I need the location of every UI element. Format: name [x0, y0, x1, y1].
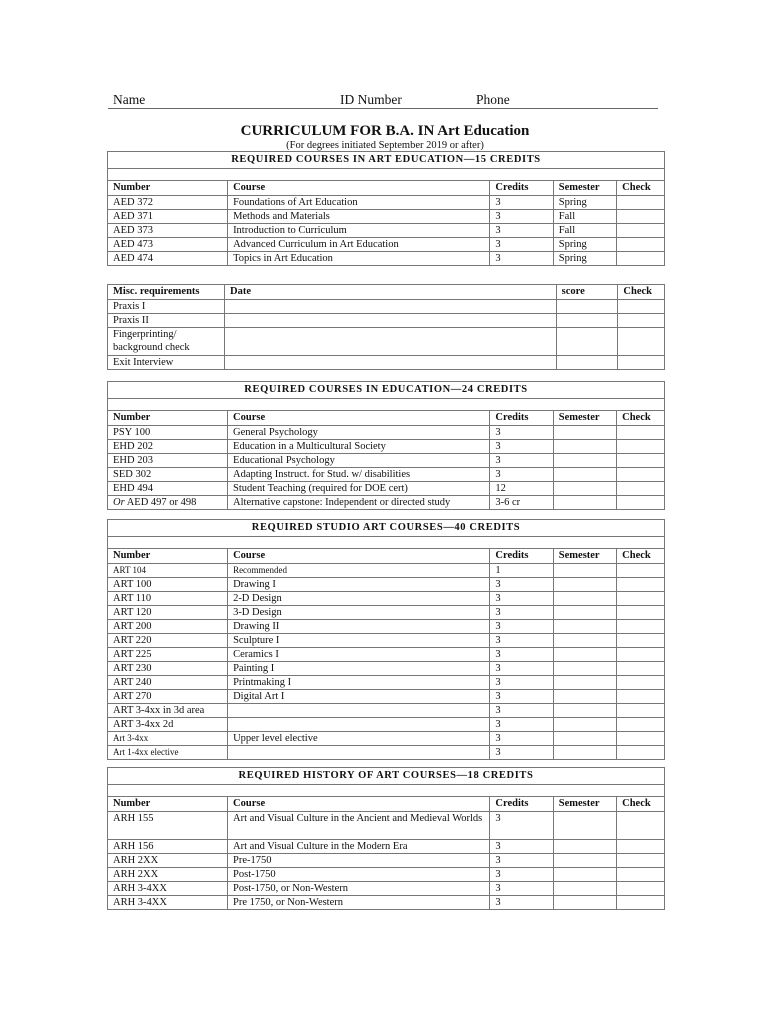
table-row: EHD 494 Student Teaching (required for DOE cert) 12 — [108, 482, 665, 496]
table-row: ARH 156 Art and Visual Culture in the Modern Era 3 — [108, 840, 665, 854]
table-row: Or AED 497 or 498 Alternative capstone: Independent or directed study 3-6 cr — [108, 496, 665, 510]
table-row: ARH 3-4XX Pre 1750, or Non-Western 3 — [108, 896, 665, 910]
check-cell[interactable] — [617, 882, 665, 896]
table-row: ART 120 3-D Design 3 — [108, 606, 665, 620]
semester-cell[interactable] — [553, 606, 616, 620]
col-course: Course — [228, 549, 490, 564]
table-row: ART 270 Digital Art I 3 — [108, 690, 665, 704]
col-semester: Semester — [553, 549, 616, 564]
semester-cell[interactable] — [553, 620, 616, 634]
semester-cell[interactable] — [553, 690, 616, 704]
table-row: ART 220 Sculpture I 3 — [108, 634, 665, 648]
table-row: ART 3-4xx in 3d area 3 — [108, 704, 665, 718]
score-cell[interactable] — [556, 314, 618, 328]
check-cell[interactable] — [617, 718, 665, 732]
check-cell[interactable] — [617, 648, 665, 662]
col-score: score — [556, 285, 618, 300]
score-cell[interactable] — [556, 328, 618, 356]
check-cell[interactable] — [617, 732, 665, 746]
table-row: ART 230 Painting I 3 — [108, 662, 665, 676]
col-number: Number — [108, 797, 228, 812]
col-course: Course — [228, 181, 490, 196]
semester-cell[interactable] — [553, 426, 616, 440]
check-cell[interactable] — [617, 454, 665, 468]
table-row: Art 1-4xx elective 3 — [108, 746, 665, 760]
check-cell[interactable] — [617, 896, 665, 910]
page-subtitle: (For degrees initiated September 2019 or after) — [286, 140, 484, 151]
semester-cell[interactable] — [553, 882, 616, 896]
misc-requirements-table — [107, 284, 665, 370]
table-row: Exit Interview — [108, 356, 665, 370]
semester-cell[interactable] — [553, 662, 616, 676]
section-banner: REQUIRED COURSES IN EDUCATION—24 CREDITS — [108, 382, 665, 399]
table-row: Praxis II — [108, 314, 665, 328]
table-row: ARH 155 Art and Visual Culture in the Ancient and Medieval Worlds 3 — [108, 812, 665, 840]
semester-cell[interactable] — [553, 732, 616, 746]
table-row: ART 200 Drawing II 3 — [108, 620, 665, 634]
check-cell[interactable] — [617, 564, 665, 578]
semester-cell[interactable] — [553, 704, 616, 718]
check-cell[interactable] — [618, 300, 665, 314]
col-number: Number — [108, 411, 228, 426]
check-cell[interactable] — [617, 812, 665, 840]
table-row: SED 302 Adapting Instruct. for Stud. w/ disabilities 3 — [108, 468, 665, 482]
art-history-table — [107, 767, 665, 910]
table-row: ART 100 Drawing I 3 — [108, 578, 665, 592]
col-check: Check — [617, 411, 665, 426]
semester-cell[interactable] — [553, 868, 616, 882]
studio-art-table — [107, 519, 665, 760]
student-info-line — [108, 90, 658, 109]
col-number: Number — [108, 549, 228, 564]
table-row: ARH 2XX Pre-1750 3 — [108, 854, 665, 868]
check-cell[interactable] — [617, 676, 665, 690]
col-semester: Semester — [553, 181, 616, 196]
table-row: AED 372 Foundations of Art Education 3 Spring — [108, 196, 665, 210]
education-table — [107, 381, 665, 510]
col-semester: Semester — [553, 411, 616, 426]
check-cell[interactable] — [617, 196, 665, 210]
check-cell[interactable] — [617, 224, 665, 238]
col-date: Date — [225, 285, 557, 300]
semester-cell[interactable] — [553, 718, 616, 732]
check-cell[interactable] — [617, 840, 665, 854]
check-cell[interactable] — [617, 746, 665, 760]
table-row: ARH 3-4XX Post-1750, or Non-Western 3 — [108, 882, 665, 896]
semester-cell[interactable] — [553, 634, 616, 648]
col-check: Check — [617, 797, 665, 812]
check-cell[interactable] — [617, 578, 665, 592]
phone-label: Phone — [476, 92, 510, 107]
check-cell[interactable] — [617, 606, 665, 620]
id-number-label: ID Number — [340, 92, 402, 107]
table-row: ART 240 Printmaking I 3 — [108, 676, 665, 690]
check-cell[interactable] — [618, 328, 665, 356]
date-cell[interactable] — [225, 300, 557, 314]
col-semester: Semester — [553, 797, 616, 812]
check-cell[interactable] — [617, 634, 665, 648]
page-title: CURRICULUM FOR B.A. IN Art Education — [240, 123, 530, 139]
or-prefix: Or — [113, 497, 125, 508]
col-credits: Credits — [490, 411, 553, 426]
semester-cell[interactable] — [553, 482, 616, 496]
table-row: ARH 2XX Post-1750 3 — [108, 868, 665, 882]
col-check: Check — [617, 549, 665, 564]
table-row: ART 110 2-D Design 3 — [108, 592, 665, 606]
semester-cell[interactable] — [553, 564, 616, 578]
col-check: Check — [618, 285, 665, 300]
semester-cell[interactable] — [553, 440, 616, 454]
col-credits: Credits — [490, 797, 553, 812]
semester-cell[interactable] — [553, 896, 616, 910]
date-cell[interactable] — [225, 314, 557, 328]
table-row: EHD 202 Education in a Multicultural Society 3 — [108, 440, 665, 454]
table-row: AED 474 Topics in Art Education 3 Spring — [108, 252, 665, 266]
semester-cell[interactable] — [553, 812, 616, 840]
check-cell[interactable] — [618, 356, 665, 370]
table-row: ART 225 Ceramics I 3 — [108, 648, 665, 662]
table-row: AED 373 Introduction to Curriculum 3 Fall — [108, 224, 665, 238]
semester-cell[interactable] — [553, 746, 616, 760]
name-label: Name — [113, 92, 146, 107]
check-cell[interactable] — [617, 252, 665, 266]
col-course: Course — [228, 411, 490, 426]
col-credits: Credits — [490, 549, 553, 564]
check-cell[interactable] — [617, 482, 665, 496]
check-cell[interactable] — [617, 496, 665, 510]
check-cell[interactable] — [617, 592, 665, 606]
section-banner: REQUIRED COURSES IN ART EDUCATION—15 CREDITS — [108, 152, 665, 169]
col-check: Check — [617, 181, 665, 196]
check-cell[interactable] — [617, 868, 665, 882]
semester-cell[interactable] — [553, 676, 616, 690]
semester-cell[interactable] — [553, 454, 616, 468]
table-row: Praxis I — [108, 300, 665, 314]
semester-cell[interactable] — [553, 592, 616, 606]
check-cell[interactable] — [617, 704, 665, 718]
section-banner: REQUIRED HISTORY OF ART COURSES—18 CREDITS — [108, 768, 665, 785]
check-cell[interactable] — [617, 210, 665, 224]
check-cell[interactable] — [617, 662, 665, 676]
check-cell[interactable] — [617, 426, 665, 440]
semester-cell[interactable] — [553, 468, 616, 482]
table-row: ART 104 Recommended 1 — [108, 564, 665, 578]
score-cell[interactable] — [556, 300, 618, 314]
check-cell[interactable] — [617, 238, 665, 252]
table-row: Fingerprinting/ background check — [108, 328, 665, 356]
col-course: Course — [228, 797, 490, 812]
semester-cell[interactable] — [553, 854, 616, 868]
semester-cell[interactable] — [553, 840, 616, 854]
date-cell[interactable] — [225, 328, 557, 356]
table-row: AED 473 Advanced Curriculum in Art Education 3 Spring — [108, 238, 665, 252]
col-number: Number — [108, 181, 228, 196]
art-education-table — [107, 151, 665, 266]
table-row: ART 3-4xx 2d 3 — [108, 718, 665, 732]
check-cell[interactable] — [617, 854, 665, 868]
semester-cell[interactable] — [553, 578, 616, 592]
table-row: AED 371 Methods and Materials 3 Fall — [108, 210, 665, 224]
table-row: EHD 203 Educational Psychology 3 — [108, 454, 665, 468]
check-cell[interactable] — [617, 468, 665, 482]
check-cell[interactable] — [617, 620, 665, 634]
check-cell[interactable] — [618, 314, 665, 328]
table-row: Art 3-4xx Upper level elective 3 — [108, 732, 665, 746]
semester-cell[interactable] — [553, 648, 616, 662]
col-credits: Credits — [490, 181, 553, 196]
check-cell[interactable] — [617, 690, 665, 704]
score-cell[interactable] — [556, 356, 618, 370]
date-cell[interactable] — [225, 356, 557, 370]
semester-cell[interactable] — [553, 496, 616, 510]
table-row: PSY 100 General Psychology 3 — [108, 426, 665, 440]
col-misc-requirements: Misc. requirements — [108, 285, 225, 300]
section-banner: REQUIRED STUDIO ART COURSES—40 CREDITS — [108, 520, 665, 537]
check-cell[interactable] — [617, 440, 665, 454]
